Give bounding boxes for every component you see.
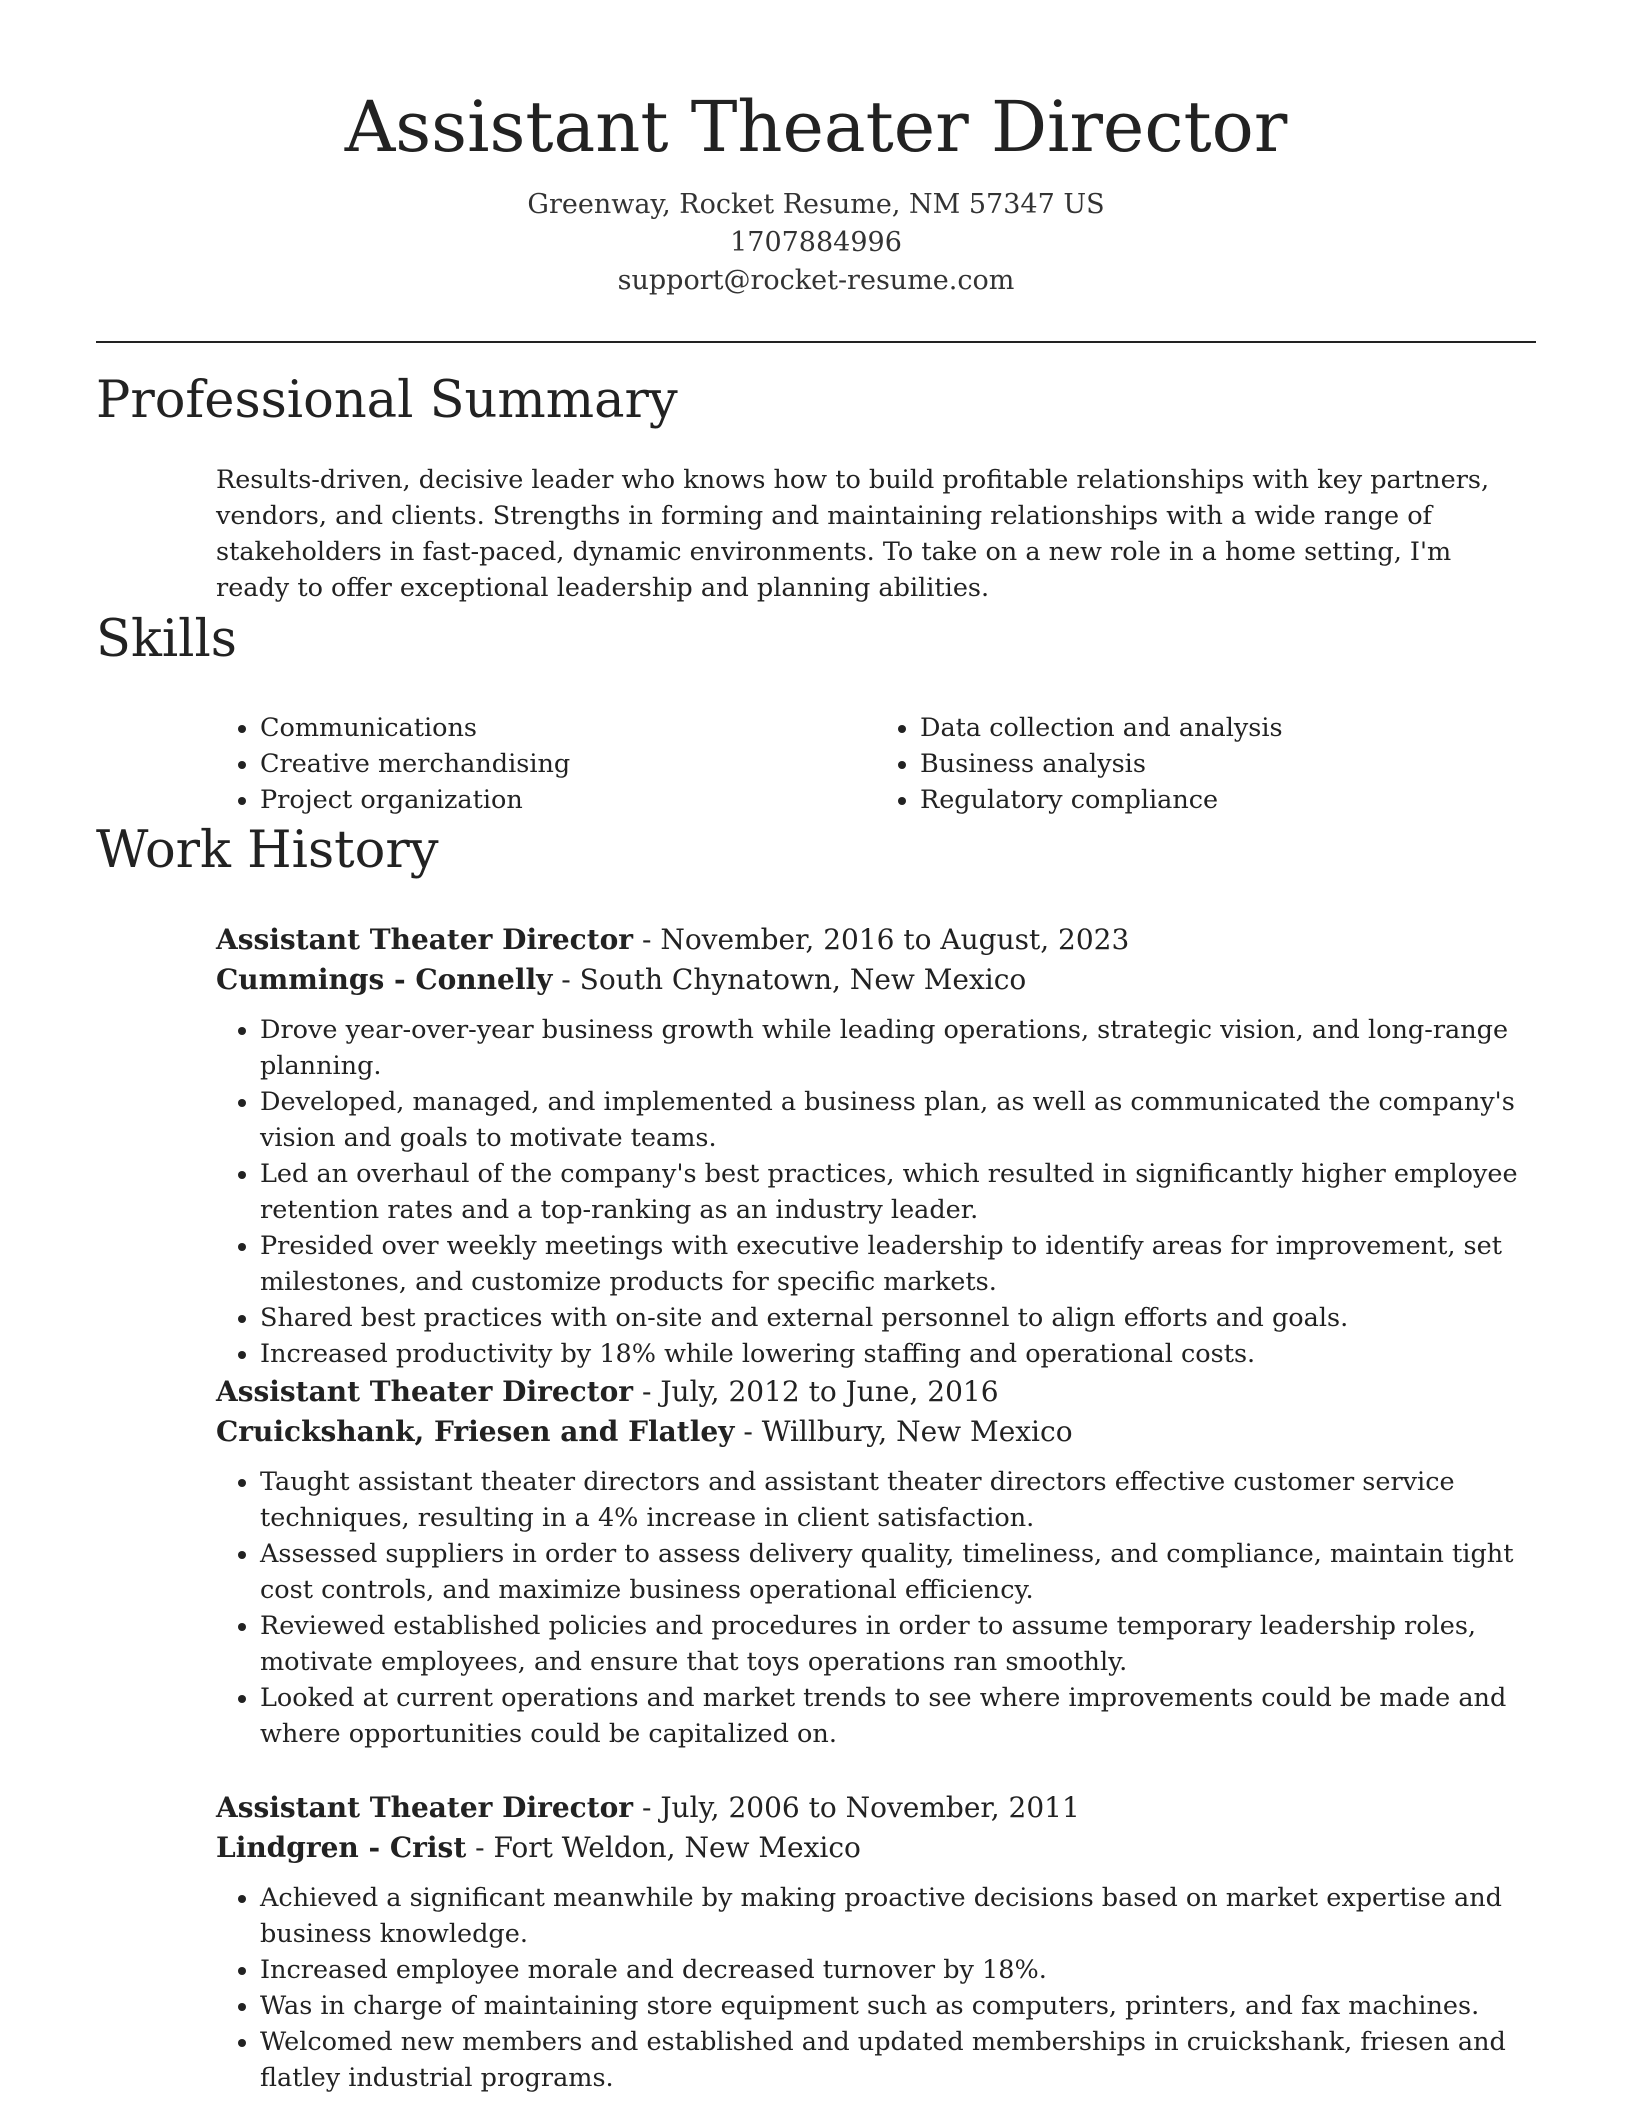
job-title-line	[216, 1372, 1536, 1412]
job-separator: -	[734, 1415, 762, 1448]
job-bullet: • Increased employee morale and decreased turnover by 18%.	[260, 1952, 1536, 1988]
job-separator: -	[633, 923, 661, 956]
contact-block	[96, 186, 1536, 300]
job-location: Fort Weldon, New Mexico	[493, 1831, 861, 1864]
job-dates: July, 2006 to November, 2011	[660, 1791, 1080, 1824]
resume-header	[96, 82, 1536, 300]
skills-column-left	[216, 710, 876, 818]
job-entry	[216, 1372, 1536, 1752]
skill-item: • Business analysis	[920, 746, 1536, 782]
job-bullet: • Looked at current operations and market trends to see where improvements could be made and where opportunities could be capitalized on.	[260, 1680, 1536, 1752]
job-bullets	[216, 1464, 1536, 1752]
job-separator: -	[552, 963, 580, 996]
job-separator: -	[466, 1831, 494, 1864]
job-bullets	[216, 1012, 1536, 1372]
job-bullet: • Shared best practices with on-site and external personnel to align efforts and goals.	[260, 1300, 1536, 1336]
job-separator: -	[633, 1791, 661, 1824]
job-title: Assistant Theater Director	[216, 1375, 634, 1408]
job-entry	[216, 1788, 1536, 2096]
job-title: Assistant Theater Director	[216, 1791, 634, 1824]
job-company: Cummings - Connelly	[216, 963, 553, 996]
summary-heading: Professional Summary	[96, 371, 678, 430]
job-bullet: • Reviewed established policies and procedures in order to assume temporary leadership roles, motivate employees, and ensure that toys operations ran smoothly.	[260, 1608, 1536, 1680]
skills-list	[216, 710, 1536, 818]
job-company: Lindgren - Crist	[216, 1831, 467, 1864]
job-bullet: • Increased productivity by 18% while lowering staffing and operational costs.	[260, 1336, 1536, 1372]
candidate-name: Assistant Theater Director	[344, 86, 1288, 168]
job-bullet: • Taught assistant theater directors and assistant theater directors effective customer service techniques, resulting in a 4% increase in client satisfaction.	[260, 1464, 1536, 1536]
job-entry	[216, 920, 1536, 1372]
work-history-heading: Work History	[96, 821, 439, 880]
skill-item: • Project organization	[260, 782, 876, 818]
job-bullet: • Led an overhaul of the company's best practices, which resulted in significantly higher employee retention rates and a top-ranking as an industry leader.	[260, 1156, 1536, 1228]
job-bullet: • Achieved a significant meanwhile by making proactive decisions based on market expertise and business knowledge.	[260, 1880, 1536, 1952]
skill-item: • Communications	[260, 710, 876, 746]
job-company-line	[216, 960, 1536, 1000]
job-title: Assistant Theater Director	[216, 923, 634, 956]
skill-item: • Regulatory compliance	[920, 782, 1536, 818]
job-bullet: • Presided over weekly meetings with executive leadership to identify areas for improvement, set milestones, and customize products for specific markets.	[260, 1228, 1536, 1300]
skills-heading: Skills	[96, 610, 237, 669]
job-dates: July, 2012 to June, 2016	[660, 1375, 999, 1408]
job-company: Cruickshank, Friesen and Flatley	[216, 1415, 735, 1448]
summary-text: Results-driven, decisive leader who knows how to build profitable relationships with key partners, vendors, and clients. Strengths in forming and maintaining relationships with a wide range of stakeholders in fast-paced, dynamic environments. To take on a new role in a home setting, I'm ready to offer exceptional leadership and planning abilities.	[216, 465, 1490, 603]
skills-column-right	[876, 710, 1536, 818]
job-bullet: • Assessed suppliers in order to assess delivery quality, timeliness, and compliance, maintain tight cost controls, and maximize business operational efficiency.	[260, 1536, 1536, 1608]
skill-item: • Creative merchandising	[260, 746, 876, 782]
address: Greenway, Rocket Resume, NM 57347 US	[527, 189, 1105, 220]
job-location: Willbury, New Mexico	[761, 1415, 1073, 1448]
email: support@rocket-resume.com	[617, 265, 1015, 296]
job-company-line	[216, 1828, 1536, 1868]
job-company-line	[216, 1412, 1536, 1452]
job-bullet: • Welcomed new members and established and updated memberships in cruickshank, friesen and flatley industrial programs.	[260, 2024, 1536, 2096]
phone: 1707884996	[730, 227, 902, 258]
job-bullets	[216, 1880, 1536, 2096]
header-divider	[96, 341, 1536, 343]
skill-item: • Data collection and analysis	[920, 710, 1536, 746]
job-title-line	[216, 1788, 1536, 1828]
job-bullet: • Developed, managed, and implemented a business plan, as well as communicated the company's vision and goals to motivate teams.	[260, 1084, 1536, 1156]
job-dates: November, 2016 to August, 2023	[660, 923, 1130, 956]
job-title-line	[216, 920, 1536, 960]
job-bullet: • Drove year-over-year business growth while leading operations, strategic vision, and long-range planning.	[260, 1012, 1536, 1084]
job-bullet: • Was in charge of maintaining store equipment such as computers, printers, and fax machines.	[260, 1988, 1536, 2024]
job-separator: -	[633, 1375, 661, 1408]
job-location: South Chynatown, New Mexico	[579, 963, 1027, 996]
